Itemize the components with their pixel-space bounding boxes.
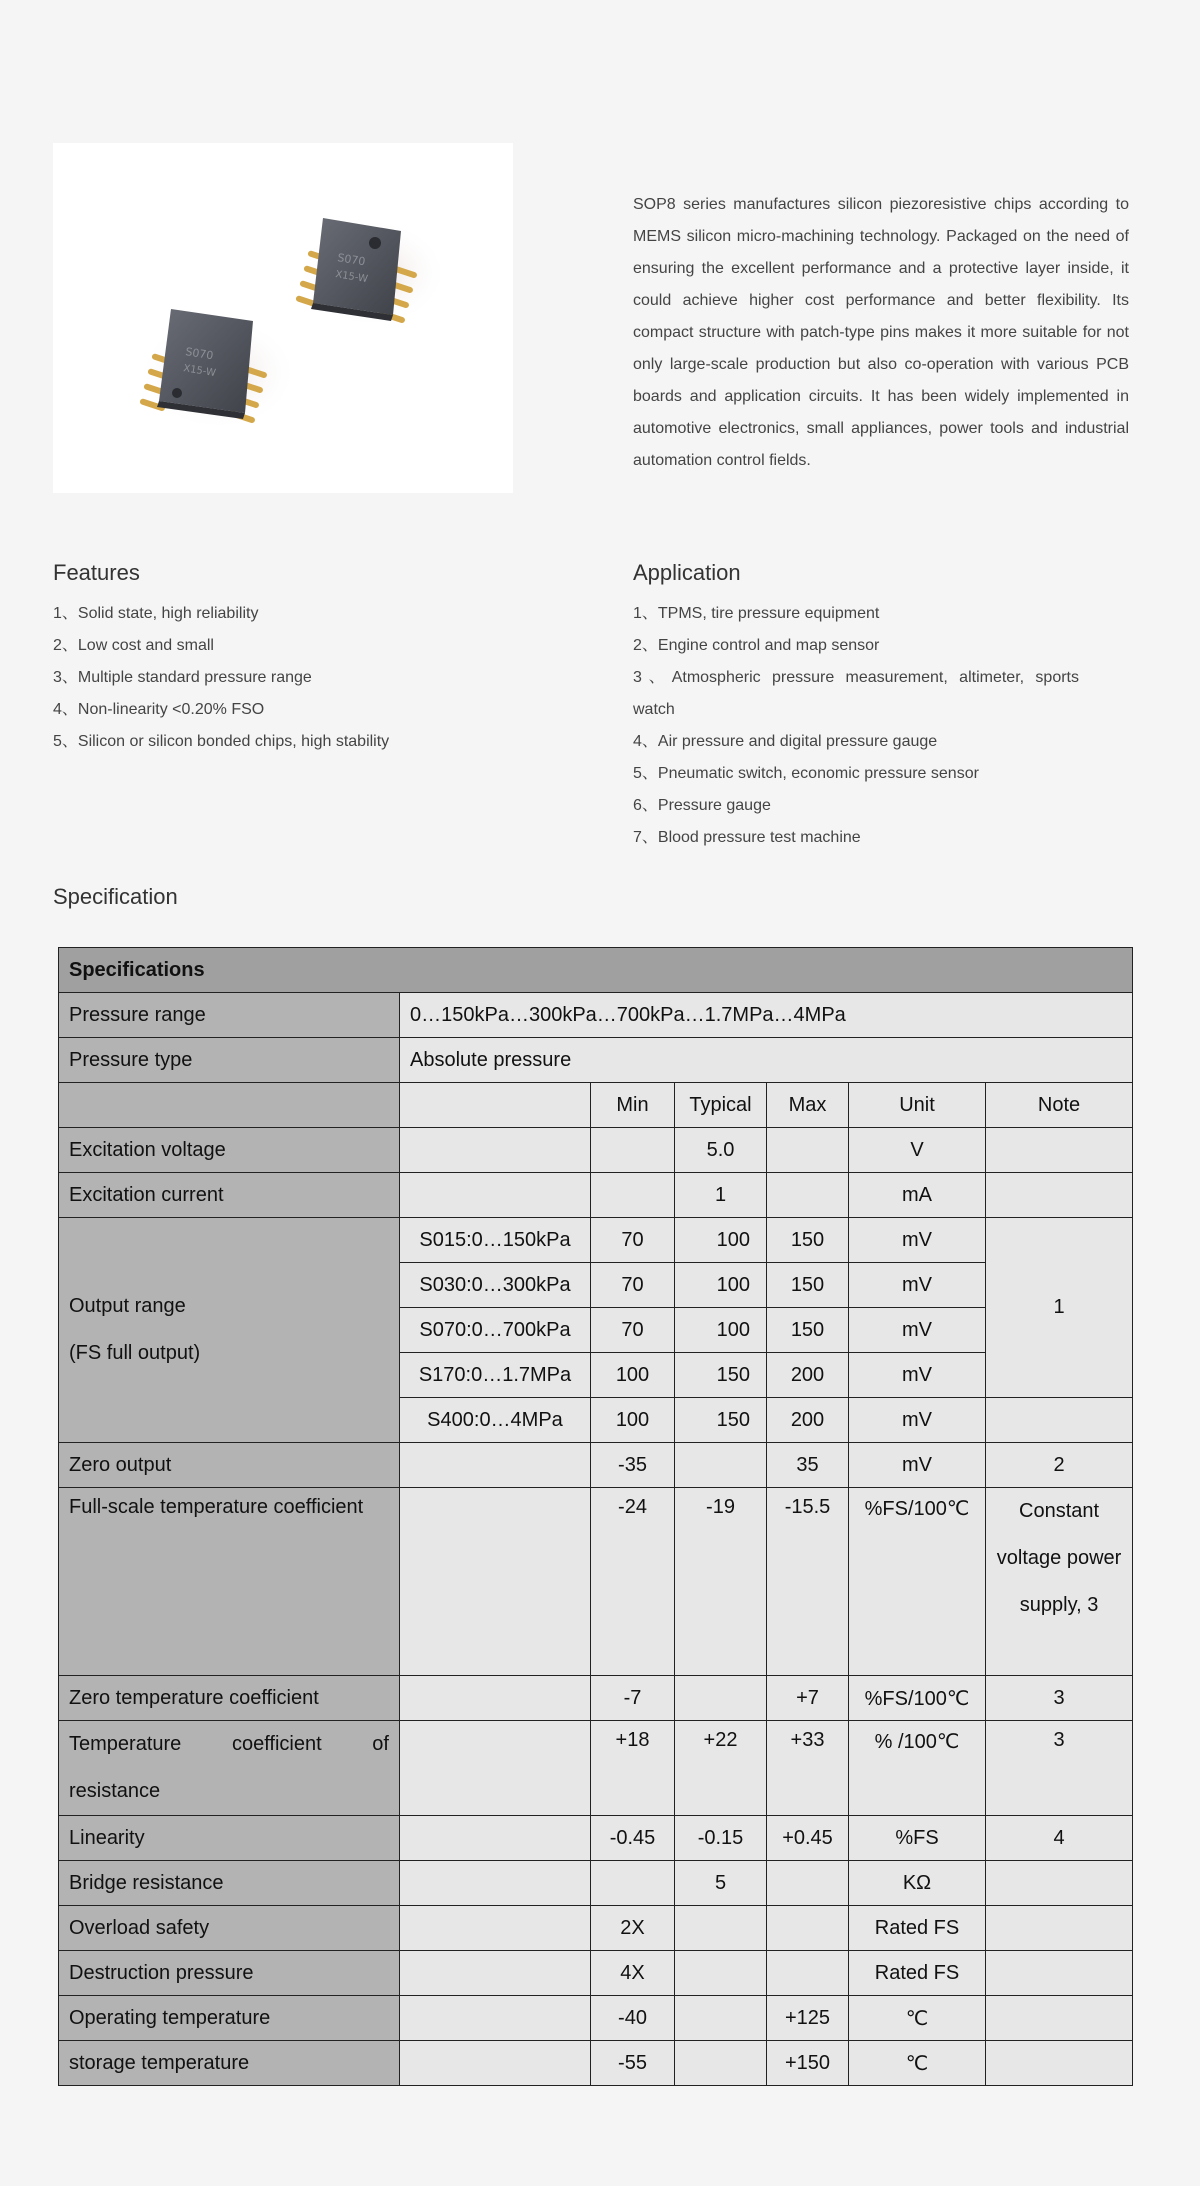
cell-max: 200 bbox=[767, 1353, 849, 1398]
cell-unit: V bbox=[849, 1128, 986, 1173]
row-label: Pressure type bbox=[59, 1038, 400, 1083]
cell-typical: 1 bbox=[675, 1173, 767, 1218]
cell-note: Constant voltage power supply, 3 bbox=[986, 1488, 1133, 1676]
row-label: Linearity bbox=[59, 1816, 400, 1861]
cell-max: -15.5 bbox=[767, 1488, 849, 1676]
cell-note bbox=[986, 1906, 1133, 1951]
empty-cell bbox=[400, 1488, 591, 1676]
output-range-label-line2: (FS full output) bbox=[69, 1342, 201, 1364]
cell-max: 200 bbox=[767, 1398, 849, 1443]
list-item: 1、TPMS, tire pressure equipment bbox=[633, 605, 880, 622]
cell-typical: 100 bbox=[675, 1263, 767, 1308]
cell-min: 4X bbox=[591, 1951, 675, 1996]
cell-min: +18 bbox=[591, 1721, 675, 1816]
list-item: 5、Pneumatic switch, economic pressure sensor bbox=[633, 765, 979, 782]
cell-min: 70 bbox=[591, 1218, 675, 1263]
column-header-typical: Typical bbox=[675, 1083, 767, 1128]
row-label: Destruction pressure bbox=[59, 1951, 400, 1996]
cell-max: 150 bbox=[767, 1308, 849, 1353]
cell-range: S170:0…1.7MPa bbox=[400, 1353, 591, 1398]
empty-cell bbox=[400, 1816, 591, 1861]
svg-text:X15-W: X15-W bbox=[334, 269, 369, 286]
specification-title: Specification bbox=[53, 884, 178, 909]
empty-cell bbox=[400, 1906, 591, 1951]
row-label: Excitation voltage bbox=[59, 1128, 400, 1173]
cell-min: 100 bbox=[591, 1398, 675, 1443]
list-item: 1、Solid state, high reliability bbox=[53, 605, 259, 622]
cell-max: 35 bbox=[767, 1443, 849, 1488]
output-range-label-line1: Output range bbox=[69, 1295, 186, 1317]
table-row bbox=[59, 2041, 1133, 2086]
product-description: SOP8 series manufactures silicon piezoresistive chips according to MEMS silicon micro-machining technology. Packaged on the need of ensuring the excellent performance and a protective layer inside, it could achieve higher cost performance and better flexibility. Its compact structure with patch-type pins makes it more suitable for not only large-scale production but also co-operation with various PCB boards and application circuits. It has been widely implemented in automotive electronics, small appliances, power tools and industrial automation control fields. bbox=[633, 196, 1129, 469]
cell-unit: %FS/100℃ bbox=[849, 1676, 986, 1721]
cell-typical: 100 bbox=[675, 1218, 767, 1263]
cell-min: 2X bbox=[591, 1906, 675, 1951]
table-row bbox=[59, 1218, 1133, 1263]
cell-typical: 100 bbox=[675, 1308, 767, 1353]
row-label: Overload safety bbox=[59, 1906, 400, 1951]
cell-range: S400:0…4MPa bbox=[400, 1398, 591, 1443]
svg-text:X15-W: X15-W bbox=[182, 363, 217, 380]
column-header-min: Min bbox=[591, 1083, 675, 1128]
cell-unit: KΩ bbox=[849, 1861, 986, 1906]
cell-unit: ℃ bbox=[849, 2041, 986, 2086]
cell-max bbox=[767, 1906, 849, 1951]
table-row bbox=[59, 1488, 1133, 1676]
list-item: 3、Multiple standard pressure range bbox=[53, 669, 312, 686]
cell-typical: +22 bbox=[675, 1721, 767, 1816]
cell-min bbox=[591, 1861, 675, 1906]
application-title: Application bbox=[633, 560, 741, 585]
svg-text:S070: S070 bbox=[336, 251, 367, 269]
cell-max: 150 bbox=[767, 1218, 849, 1263]
cell-unit: % /100℃ bbox=[849, 1721, 986, 1816]
cell-unit: mV bbox=[849, 1443, 986, 1488]
column-header-unit: Unit bbox=[849, 1083, 986, 1128]
empty-cell bbox=[400, 1128, 591, 1173]
table-row bbox=[59, 1038, 1133, 1083]
cell-typical bbox=[675, 1443, 767, 1488]
table-row bbox=[59, 1721, 1133, 1816]
table-row bbox=[59, 948, 1133, 993]
cell-min: 100 bbox=[591, 1353, 675, 1398]
specification-table bbox=[58, 947, 1133, 2086]
cell-typical: 150 bbox=[675, 1398, 767, 1443]
cell-min: -7 bbox=[591, 1676, 675, 1721]
table-row bbox=[59, 1906, 1133, 1951]
cell-min bbox=[591, 1128, 675, 1173]
row-label: Temperature coefficient of resistance bbox=[59, 1721, 400, 1816]
cell-typical: -0.15 bbox=[675, 1816, 767, 1861]
cell-min: -40 bbox=[591, 1996, 675, 2041]
cell-note bbox=[986, 1996, 1133, 2041]
cell-unit: mV bbox=[849, 1218, 986, 1263]
empty-cell bbox=[400, 1951, 591, 1996]
table-row bbox=[59, 993, 1133, 1038]
product-image bbox=[53, 143, 513, 493]
empty-cell bbox=[400, 2041, 591, 2086]
cell-range: S030:0…300kPa bbox=[400, 1263, 591, 1308]
list-item: 4、Non-linearity <0.20% FSO bbox=[53, 701, 265, 718]
cell-max: +125 bbox=[767, 1996, 849, 2041]
row-label: Zero temperature coefficient bbox=[59, 1676, 400, 1721]
table-row bbox=[59, 1443, 1133, 1488]
cell-min: -0.45 bbox=[591, 1816, 675, 1861]
table-row bbox=[59, 1128, 1133, 1173]
cell-max: 150 bbox=[767, 1263, 849, 1308]
cell-min: -24 bbox=[591, 1488, 675, 1676]
cell-max bbox=[767, 1861, 849, 1906]
empty-cell bbox=[400, 1721, 591, 1816]
cell-unit: %FS bbox=[849, 1816, 986, 1861]
cell-unit: Rated FS bbox=[849, 1951, 986, 1996]
cell-unit: mV bbox=[849, 1308, 986, 1353]
cell-max: +150 bbox=[767, 2041, 849, 2086]
cell-typical bbox=[675, 1951, 767, 1996]
cell-note: 1 bbox=[986, 1218, 1133, 1398]
table-header-row bbox=[59, 1083, 1133, 1128]
table-row bbox=[59, 1951, 1133, 1996]
cell-typical bbox=[675, 1996, 767, 2041]
cell-note bbox=[986, 1861, 1133, 1906]
chip-lower bbox=[138, 309, 298, 431]
table-title: Specifications bbox=[59, 948, 1133, 993]
features-list bbox=[53, 598, 573, 758]
row-label: Zero output bbox=[59, 1443, 400, 1488]
row-label: Pressure range bbox=[59, 993, 400, 1038]
cell-typical bbox=[675, 2041, 767, 2086]
cell-max bbox=[767, 1128, 849, 1173]
row-label: Full-scale temperature coefficient bbox=[59, 1488, 400, 1676]
cell-max bbox=[767, 1173, 849, 1218]
cell-note: 2 bbox=[986, 1443, 1133, 1488]
list-item: 5、Silicon or silicon bonded chips, high stability bbox=[53, 733, 390, 750]
cell-note bbox=[986, 1173, 1133, 1218]
cell-unit: mV bbox=[849, 1398, 986, 1443]
sop8-chips-illustration bbox=[53, 143, 513, 493]
cell-unit: Rated FS bbox=[849, 1906, 986, 1951]
chip-upper bbox=[295, 218, 448, 328]
empty-cell bbox=[400, 1443, 591, 1488]
cell-min: -35 bbox=[591, 1443, 675, 1488]
pressure-range-value: 0…150kPa…300kPa…700kPa…1.7MPa…4MPa bbox=[400, 993, 1133, 1038]
list-item: 4、Air pressure and digital pressure gauge bbox=[633, 733, 938, 750]
table-row bbox=[59, 1996, 1133, 2041]
empty-cell bbox=[400, 1861, 591, 1906]
cell-typical: 150 bbox=[675, 1353, 767, 1398]
cell-unit: ℃ bbox=[849, 1996, 986, 2041]
row-label: Excitation current bbox=[59, 1173, 400, 1218]
empty-cell bbox=[400, 1676, 591, 1721]
empty-cell bbox=[400, 1083, 591, 1128]
application-section bbox=[633, 560, 1079, 854]
cell-note: 3 bbox=[986, 1721, 1133, 1816]
row-label: Operating temperature bbox=[59, 1996, 400, 2041]
cell-max: +0.45 bbox=[767, 1816, 849, 1861]
list-item: 6、Pressure gauge bbox=[633, 797, 771, 814]
list-item: 2、Low cost and small bbox=[53, 637, 214, 654]
cell-typical: 5.0 bbox=[675, 1128, 767, 1173]
list-item: 3、Atmospheric pressure measurement, altimeter, sports watch bbox=[633, 669, 1079, 718]
list-item: 7、Blood pressure test machine bbox=[633, 829, 861, 846]
cell-note bbox=[986, 1398, 1133, 1443]
table-row bbox=[59, 1816, 1133, 1861]
cell-note: 3 bbox=[986, 1676, 1133, 1721]
table-row bbox=[59, 1861, 1133, 1906]
output-range-label bbox=[59, 1218, 400, 1443]
features-section bbox=[53, 560, 573, 758]
row-label: Bridge resistance bbox=[59, 1861, 400, 1906]
cell-typical: 5 bbox=[675, 1861, 767, 1906]
cell-typical: -19 bbox=[675, 1488, 767, 1676]
features-title: Features bbox=[53, 560, 140, 585]
column-header-note: Note bbox=[986, 1083, 1133, 1128]
cell-max: +33 bbox=[767, 1721, 849, 1816]
svg-text:S070: S070 bbox=[184, 345, 215, 363]
column-header-max: Max bbox=[767, 1083, 849, 1128]
cell-unit: %FS/100℃ bbox=[849, 1488, 986, 1676]
cell-typical bbox=[675, 1906, 767, 1951]
cell-min: -55 bbox=[591, 2041, 675, 2086]
cell-note bbox=[986, 2041, 1133, 2086]
cell-note bbox=[986, 1128, 1133, 1173]
list-item: 2、Engine control and map sensor bbox=[633, 637, 880, 654]
cell-min bbox=[591, 1173, 675, 1218]
empty-cell bbox=[400, 1173, 591, 1218]
cell-max bbox=[767, 1951, 849, 1996]
cell-range: S015:0…150kPa bbox=[400, 1218, 591, 1263]
cell-min: 70 bbox=[591, 1263, 675, 1308]
row-label: storage temperature bbox=[59, 2041, 400, 2086]
pressure-type-value: Absolute pressure bbox=[400, 1038, 1133, 1083]
cell-min: 70 bbox=[591, 1308, 675, 1353]
cell-note bbox=[986, 1951, 1133, 1996]
cell-max: +7 bbox=[767, 1676, 849, 1721]
cell-range: S070:0…700kPa bbox=[400, 1308, 591, 1353]
cell-unit: mA bbox=[849, 1173, 986, 1218]
empty-cell bbox=[400, 1996, 591, 2041]
cell-note: 4 bbox=[986, 1816, 1133, 1861]
cell-unit: mV bbox=[849, 1263, 986, 1308]
application-list bbox=[633, 598, 1079, 854]
cell-unit: mV bbox=[849, 1353, 986, 1398]
cell-typical bbox=[675, 1676, 767, 1721]
empty-cell bbox=[59, 1083, 400, 1128]
table-row bbox=[59, 1173, 1133, 1218]
table-row bbox=[59, 1676, 1133, 1721]
